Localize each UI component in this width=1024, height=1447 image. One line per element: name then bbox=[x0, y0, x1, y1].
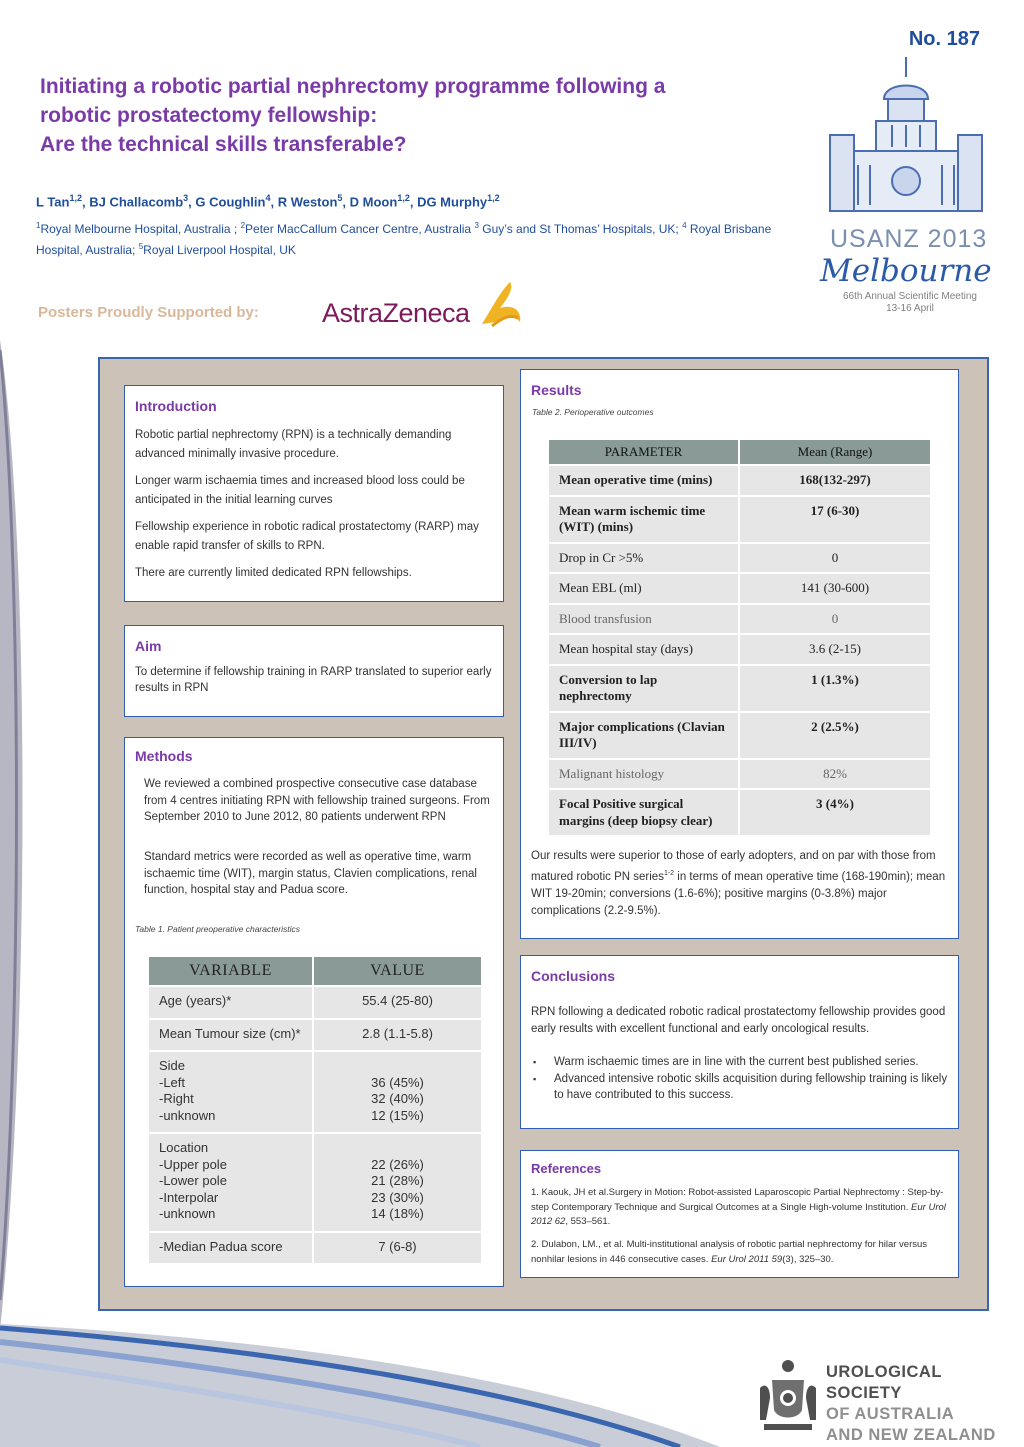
title-line: Are the technical skills transferable? bbox=[40, 133, 407, 156]
table-cell: 17 (6-30) bbox=[739, 496, 931, 543]
paragraph: There are currently limited dedicated RPN fellowships. bbox=[135, 567, 412, 579]
table-cell: Mean operative time (mins) bbox=[548, 465, 739, 496]
column-header: PARAMETER bbox=[548, 439, 739, 465]
table-row bbox=[548, 759, 931, 790]
conference-name: USANZ 2013 bbox=[830, 225, 988, 253]
reference-text: 2. Dulabon, LM., et al. Multi-institutional analysis of robotic partial nephrectomy for hilar versus nonhilar lesions in 446 consecutive cases. bbox=[531, 1239, 928, 1265]
affiliation-superscript: 1,2 bbox=[487, 193, 500, 203]
section-heading: Aim bbox=[135, 638, 162, 654]
coat-of-arms-icon bbox=[758, 1358, 818, 1438]
affiliation-superscript: 5 bbox=[138, 242, 144, 251]
author-list: L Tan$^{1,2}$, BJ Challacomb$^3$, G Coughlin$^4$, R Weston$^5$, D Moon$^{1,2}$, DG Murphy$^{1,2}$ bbox=[36, 193, 500, 210]
table-cell: -Median Padua score bbox=[148, 1232, 313, 1265]
society-name-line: AND NEW ZEALAND bbox=[826, 1426, 996, 1444]
usanz-society-logo bbox=[758, 1358, 998, 1444]
conclusion-list bbox=[531, 1054, 955, 1104]
table-row bbox=[548, 496, 931, 543]
table-cell: Malignant histology bbox=[548, 759, 739, 790]
sponsor-name: AstraZeneca bbox=[322, 298, 470, 328]
left-decorative-swoosh bbox=[0, 340, 40, 1340]
affiliation-text: Peter MacCallum Cancer Centre, Australia bbox=[245, 222, 475, 236]
affiliation-text: Royal Liverpool Hospital, UK bbox=[143, 243, 296, 257]
support-label: Posters Proudly Supported by: bbox=[38, 304, 259, 321]
table-header-row bbox=[548, 439, 931, 465]
table-cell: 2 (2.5%) bbox=[739, 712, 931, 759]
citation-superscript: 1-2 bbox=[663, 870, 675, 877]
table-cell: 36 (45%) 32 (40%) 12 (15%) bbox=[313, 1051, 482, 1133]
society-name-line: UROLOGICAL SOCIETY bbox=[826, 1363, 942, 1402]
poster-number: No. 187 bbox=[908, 28, 980, 50]
table-cell: Mean Tumour size (cm)* bbox=[148, 1019, 313, 1052]
list-item-text: Advanced intensive robotic skills acquisition during fellowship training is likely to have contributed to this success. bbox=[554, 1072, 948, 1101]
title-line: robotic prostatectomy fellowship: bbox=[40, 104, 378, 127]
table-row bbox=[548, 665, 931, 712]
list-item-text: Warm ischaemic times are in line with the current best published series. bbox=[554, 1056, 919, 1068]
table-cell: 0 bbox=[739, 543, 931, 574]
table-cell: Major complications (Clavian III/IV) bbox=[548, 712, 739, 759]
table-row bbox=[148, 1133, 482, 1232]
society-name-line: OF AUSTRALIA bbox=[826, 1405, 955, 1423]
conference-city: Melbourne bbox=[820, 253, 992, 289]
conclusions-section bbox=[520, 955, 959, 1129]
affiliation-text: Royal Melbourne Hospital, Australia ; bbox=[40, 222, 241, 236]
reference-journal: Eur Urol 2011 59 bbox=[711, 1253, 783, 1265]
references-section bbox=[520, 1150, 959, 1278]
affiliation-superscript: 4 bbox=[265, 193, 271, 203]
table-cell: 141 (30-600) bbox=[739, 573, 931, 604]
table-row bbox=[548, 604, 931, 635]
results-summary bbox=[531, 848, 955, 920]
column-header: Mean (Range) bbox=[739, 439, 931, 465]
table-cell: Blood transfusion bbox=[548, 604, 739, 635]
table-row bbox=[548, 573, 931, 604]
table-cell: 0 bbox=[739, 604, 931, 635]
table-row bbox=[548, 789, 931, 836]
poster-title bbox=[40, 72, 800, 159]
affiliation-superscript: 3 bbox=[183, 193, 189, 203]
reference-journal: Eur Urol 2012 62 bbox=[531, 1201, 946, 1227]
patient-characteristics-table bbox=[148, 956, 482, 1264]
affiliation-superscript: 4 bbox=[682, 221, 687, 230]
title-line: Initiating a robotic partial nephrectomy programme following a bbox=[40, 75, 666, 98]
affiliation-text: Royal Brisbane Hospital, Australia; bbox=[36, 222, 772, 257]
table-cell: 3.6 (2-15) bbox=[739, 634, 931, 665]
square-bullet-icon: ▪ bbox=[533, 1057, 537, 1067]
table-cell: Side -Left -Right -unknown bbox=[148, 1051, 313, 1133]
affiliation-superscript: 5 bbox=[337, 193, 343, 203]
astrazeneca-logo bbox=[322, 278, 527, 330]
table-cell: 1 (1.3%) bbox=[739, 665, 931, 712]
affiliation-superscript: 1 bbox=[36, 221, 41, 230]
table-cell: Mean warm ischemic time (WIT) (mins) bbox=[548, 496, 739, 543]
square-bullet-icon: ▪ bbox=[533, 1073, 537, 1084]
table-caption: Table 1. Patient preoperative characteristics bbox=[135, 924, 301, 934]
table-cell: Mean hospital stay (days) bbox=[548, 634, 739, 665]
paragraph: Standard metrics were recorded as well as operative time, warm ischaemic time (WIT), margin status, Clavien complications, renal function, hospital stay and Padua score. bbox=[144, 851, 477, 896]
table-cell: 55.4 (25-80) bbox=[313, 986, 482, 1019]
aim-section bbox=[124, 625, 504, 717]
author-name: R Weston bbox=[277, 194, 338, 210]
reference-item bbox=[531, 1186, 955, 1230]
reference-item bbox=[531, 1238, 955, 1267]
table-row bbox=[148, 1232, 482, 1265]
affiliation-superscript: 3 bbox=[474, 221, 479, 230]
table-cell: Location -Upper pole -Lower pole -Interpolar -unknown bbox=[148, 1133, 313, 1232]
table-cell: 168(132-297) bbox=[739, 465, 931, 496]
author-name: BJ Challacomb bbox=[89, 194, 184, 210]
affiliations bbox=[36, 217, 806, 259]
summary-text: Our results were superior to those of early adopters, and on par with those from matured robotic PN series bbox=[531, 850, 936, 883]
section-heading: Methods bbox=[135, 748, 193, 764]
table-row bbox=[548, 543, 931, 574]
table-cell: 7 (6-8) bbox=[313, 1232, 482, 1265]
table-row bbox=[148, 986, 482, 1019]
paragraph: RPN following a dedicated robotic radical prostatectomy fellowship provides good early results with excellent functional and early oncological results. bbox=[531, 1006, 946, 1035]
conference-meeting: 66th Annual Scientific Meeting bbox=[843, 291, 977, 302]
section-heading: References bbox=[531, 1161, 602, 1176]
astrazeneca-swirl-icon bbox=[322, 278, 527, 330]
table-cell: 3 (4%) bbox=[739, 789, 931, 836]
affiliation-superscript: 1,2 bbox=[69, 193, 82, 203]
section-heading: Introduction bbox=[135, 398, 217, 414]
conference-dates: 13-16 April bbox=[886, 303, 934, 314]
list-item bbox=[531, 1071, 955, 1104]
affiliation-text: Guy’s and St Thomas’ Hospitals, UK; bbox=[478, 222, 683, 236]
exhibition-building-icon bbox=[818, 55, 988, 225]
paragraph: We reviewed a combined prospective consecutive case database from 4 centres initiating RPN with fellowship trained surgeons. From September 2010 to June 2012, 80 patients underwent RPN bbox=[144, 778, 490, 823]
table-row bbox=[148, 1051, 482, 1133]
table-cell: 82% bbox=[739, 759, 931, 790]
section-heading: Conclusions bbox=[531, 968, 616, 984]
affiliation-superscript: 1,2 bbox=[397, 193, 410, 203]
list-item bbox=[531, 1054, 955, 1071]
author-name: L Tan bbox=[36, 194, 70, 210]
summary-text: in terms of mean operative time (168-190min); mean WIT 19-20min; conversions (1.6-6%); positive margins (0-3.8%) major complications (2.2-9.5%). bbox=[531, 870, 946, 917]
table-row bbox=[548, 465, 931, 496]
perioperative-outcomes-table bbox=[548, 439, 931, 836]
affiliation-superscript: 2 bbox=[240, 221, 246, 230]
author-name: D Moon bbox=[349, 194, 398, 210]
table-cell: Mean EBL (ml) bbox=[548, 573, 739, 604]
column-header: VALUE bbox=[313, 956, 482, 986]
society-name bbox=[826, 1362, 998, 1446]
table-cell: Drop in Cr >5% bbox=[548, 543, 739, 574]
reference-text: , 553–561. bbox=[565, 1216, 611, 1227]
table-row bbox=[548, 712, 931, 759]
table-cell: 2.8 (1.1-5.8) bbox=[313, 1019, 482, 1052]
reference-text: 1. Kaouk, JH et al.Surgery in Motion: Robot-assisted Laparoscopic Partial Nephrectomy : Step-by-step Contemporary Technique and Surgical Outcomes at a Single High-volume Institution. bbox=[531, 1187, 944, 1213]
table-cell: 22 (26%) 21 (28%) 23 (30%) 14 (18%) bbox=[313, 1133, 482, 1232]
usanz-conference-logo bbox=[818, 55, 992, 325]
column-header: VARIABLE bbox=[148, 956, 313, 986]
reference-text: (3), 325–30. bbox=[782, 1253, 834, 1265]
table-header-row bbox=[148, 956, 482, 986]
table-cell: Conversion to lap nephrectomy bbox=[548, 665, 739, 712]
table-row bbox=[548, 634, 931, 665]
paragraph: To determine if fellowship training in RARP translated to superior early results in RPN bbox=[135, 666, 492, 694]
author-name: DG Murphy bbox=[417, 194, 488, 210]
table-row bbox=[148, 1019, 482, 1052]
section-heading: Results bbox=[531, 382, 582, 398]
introduction-section bbox=[124, 385, 504, 602]
table-cell: Focal Positive surgical margins (deep biopsy clear) bbox=[548, 789, 739, 836]
table-caption: Table 2. Perioperative outcomes bbox=[532, 407, 654, 417]
paragraph: Fellowship experience in robotic radical prostatectomy (RARP) may enable rapid transfer of skills to RPN. bbox=[135, 521, 479, 552]
table-cell: Age (years)* bbox=[148, 986, 313, 1019]
paragraph: Robotic partial nephrectomy (RPN) is a technically demanding advanced minimally invasive procedure. bbox=[135, 429, 452, 460]
author-name: G Coughlin bbox=[195, 194, 266, 210]
paragraph: Longer warm ischaemia times and increased blood loss could be anticipated in the initial learning curves bbox=[135, 475, 465, 506]
